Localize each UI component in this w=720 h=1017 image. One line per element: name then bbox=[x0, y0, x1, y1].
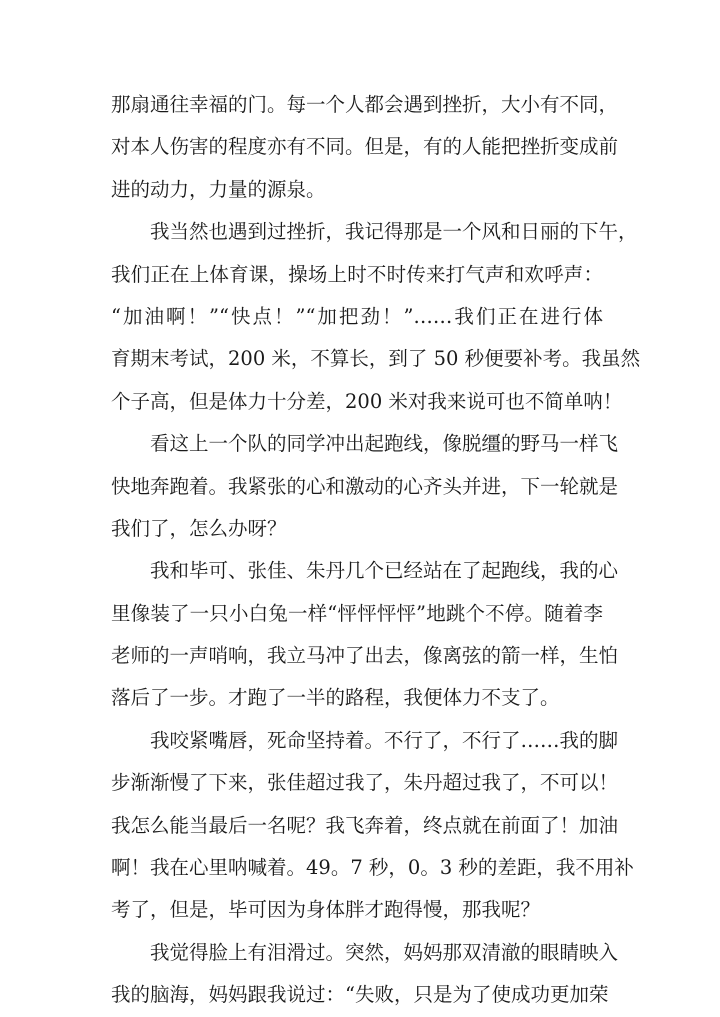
text-line: 我的脑海，妈妈跟我说过：“失败，只是为了使成功更加荣 bbox=[111, 983, 609, 1007]
text-line: 我咬紧嘴唇，死命坚持着。不行了，不行了……我的脚 bbox=[150, 728, 619, 752]
text-line: 那扇通往幸福的门。每一个人都会遇到挫折，大小有不同， bbox=[111, 93, 619, 116]
text-line: 看这上一个队的同学冲出起跑线，像脱缰的野马一样飞 bbox=[150, 432, 619, 456]
text-line: 快地奔跑着。我紧张的心和激动的心齐头并进，下一轮就是 bbox=[111, 474, 619, 498]
text-line: 我们了，怎么办呀？ bbox=[111, 516, 287, 540]
text-line: 我觉得脸上有泪滑过。突然，妈妈那双清澈的眼睛映入 bbox=[150, 940, 619, 964]
text-line: 进的动力，力量的源泉。 bbox=[111, 177, 326, 201]
text-line: 对本人伤害的程度亦有不同。但是，有的人能把挫折变成前 bbox=[111, 135, 619, 159]
text-line: 老师的一声哨响，我立马冲了出去，像离弦的箭一样，生怕 bbox=[111, 644, 619, 668]
text-line: 育期末考试，200 米，不算长，到了 50 秒便要补考。我虽然 bbox=[111, 347, 641, 371]
text-line: 我和毕可、张佳、朱丹几个已经站在了起跑线，我的心 bbox=[150, 559, 619, 583]
text-line: 落后了一步。才跑了一半的路程，我便体力不支了。 bbox=[111, 686, 560, 710]
text-line: 考了，但是，毕可因为身体胖才跑得慢，那我呢？ bbox=[111, 898, 541, 922]
text-line: 里像装了一只小白兔一样“怦怦怦怦”地跳个不停。随着李 bbox=[111, 601, 603, 625]
text-line: 我怎么能当最后一名呢？我飞奔着，终点就在前面了！加油 bbox=[111, 813, 619, 837]
text-line: 个子高，但是体力十分差，200 米对我来说可也不简单呐！ bbox=[111, 389, 623, 413]
text-line: 我们正在上体育课，操场上时不时传来打气声和欢呼声： bbox=[111, 262, 603, 286]
text-line: 我当然也遇到过挫折，我记得那是一个风和日丽的下午， bbox=[150, 220, 638, 244]
text-line: 啊！我在心里呐喊着。49。7 秒，0。3 秒的差距，我不用补 bbox=[111, 856, 634, 880]
text-line: “加油啊！”“快点！”“加把劲！”……我们正在进行体 bbox=[111, 304, 603, 328]
document-body-text bbox=[111, 84, 641, 1017]
text-line: 步渐渐慢了下来，张佳超过我了，朱丹超过我了，不可以！ bbox=[111, 771, 619, 795]
